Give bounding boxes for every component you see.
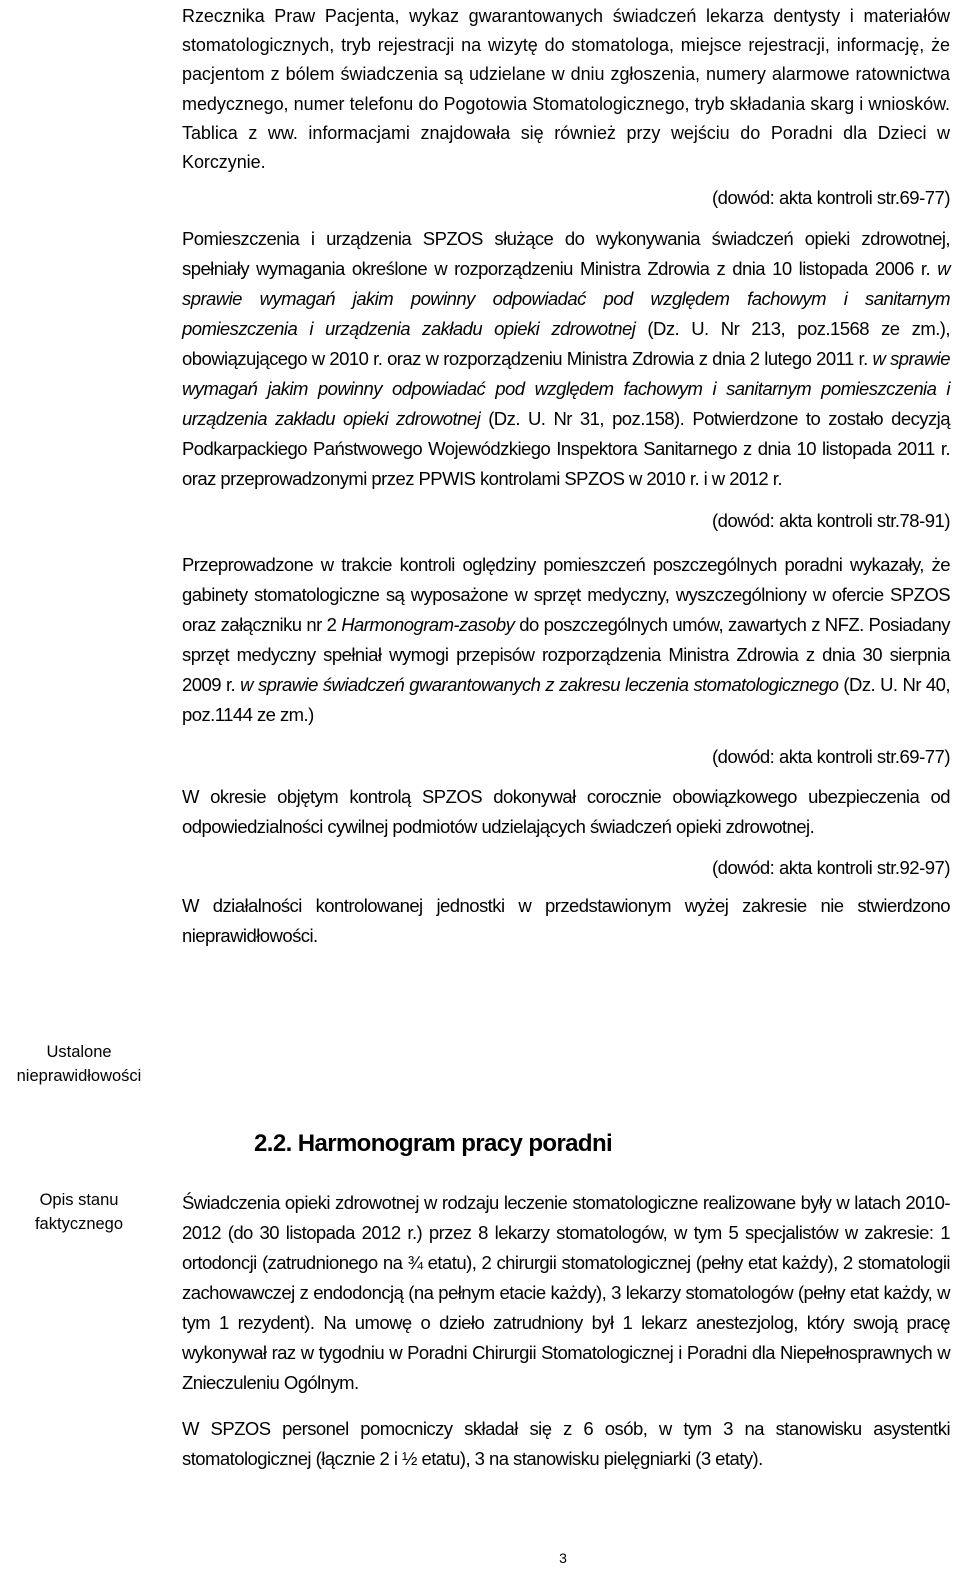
text-run: Przeprowadzone w trakcie kontroli oględziny pomieszczeń poszczególnych poradni wykazały, że gabinety stomatologiczne są wyposażone w sprzęt medyczny, wyszczególniony w ofercie SPZOS oraz załączniku nr 2	[182, 554, 950, 636]
section-heading	[254, 1130, 612, 1158]
margin-label-line: Opis stanu	[39, 1191, 119, 1209]
paragraph-staff-support: W SPZOS personel pomocniczy składał się z 6 osób, w tym 3 na stanowisku asystentki stomatologicznej (łącznie 2 i ½ etatu), 3 na stanowisku pielęgniarki (3 etaty).	[182, 1418, 950, 1469]
text-run: (Dz. U. Nr 31, poz.158). Potwierdzone to zostało decyzją Podkarpackiego Państwowego Wojewódzkiego Inspektora Sanitarnego z dnia 10 listopada 2011 r. oraz przeprowadzonymi przez PPWIS kontrolami SPZOS w 2010 r. i w 2012 r.	[182, 408, 950, 490]
regulation-title: w sprawie wymagań jakim powinny odpowiadać pod względem fachowym i sanitarnym pomieszczenia i urządzenia zakładu opieki zdrowotnej	[182, 348, 950, 430]
main-column-upper	[182, 2, 950, 951]
evidence-note: (dowód: akta kontroli str.92-97)	[712, 857, 950, 879]
evidence-note: (dowód: akta kontroli str.69-77)	[712, 187, 950, 209]
paragraph-inspection	[182, 550, 950, 730]
paragraph-staff-dentists: Świadczenia opieki zdrowotnej w rodzaju leczenie stomatologiczne realizowane były w latach 2010-2012 (do 30 listopada 2012 r.) przez 8 lekarzy stomatologów, w tym 5 specjalistów w zakresie: 1 ortodoncji (zatrudnionego na ¾ etatu), 2 chirurgii stomatologicznej (pełny etat każdy), 2 stomatologii zachowawczej z endodoncją (na pełnym etacie każdy), 3 lekarzy stomatologów (pełny etat każdy, w tym 1 rezydent). Na umowę o dzieło zatrudniony był 1 lekarz anestezjolog, który swoją pracę wykonywał raz w tygodniu w Poradni Chirurgii Stomatologicznej i Poradni dla Niepełnosprawnych w Znieczuleniu Ogólnym.	[182, 1192, 950, 1393]
margin-label-line: faktycznego	[34, 1215, 124, 1233]
main-column-lower	[182, 1188, 950, 1474]
text-run: (Dz. U. Nr 40, poz.1144 ze zm.)	[182, 674, 950, 726]
paragraph-intro: Rzecznika Praw Pacjenta, wykaz gwarantowanych świadczeń lekarza dentysty i materiałów stomatologicznych, tryb rejestracji na wizytę do stomatologa, miejsce rejestracji, informację, że pacjentom z bólem świadczenia są udzielane w dniu zgłoszenia, numery alarmowe ratownictwa medycznego, numer telefonu do Pogotowia Stomatologicznego, tryb składania skarg i wniosków. Tablica z ww. informacjami znajdowała się również przy wejściu do Poradni dla Dzieci w Korczynie.	[182, 6, 950, 173]
paragraph-insurance: W okresie objętym kontrolą SPZOS dokonywał corocznie obowiązkowego ubezpieczenia od odpowiedzialności cywilnej podmiotów udzielających świadczeń opieki zdrowotnej.	[182, 786, 950, 838]
attachment-title: Harmonogram-zasoby	[341, 614, 515, 636]
section-title: Harmonogram pracy poradni	[297, 1130, 613, 1157]
text-run: Pomieszczenia i urządzenia SPZOS służące do wykonywania świadczeń opieki zdrowotnej, spełniały wymagania określone w rozporządzeniu Ministra Zdrowia z dnia 10 listopada 2006 r.	[182, 228, 950, 280]
regulation-title: w sprawie wymagań jakim powinny odpowiadać pod względem fachowym i sanitarnym pomieszczenia i urządzenia zakładu opieki zdrowotnej	[182, 258, 950, 340]
paragraph-premises	[182, 224, 950, 494]
page-number: 3	[559, 1550, 567, 1566]
evidence-note: (dowód: akta kontroli str.78-91)	[712, 510, 950, 532]
margin-label-irregularities	[0, 1040, 158, 1088]
paragraph-no-irregularities: W działalności kontrolowanej jednostki w przedstawionym wyżej zakresie nie stwierdzono nieprawidłowości.	[182, 895, 950, 947]
text-run: do poszczególnych umów, zawartych z NFZ. Posiadany sprzęt medyczny spełniał wymogi przepisów rozporządzenia Ministra Zdrowia z dnia 30 sierpnia 2009 r.	[182, 614, 950, 696]
margin-label-facts	[0, 1188, 158, 1236]
section-number: 2.2.	[254, 1130, 292, 1157]
text-run: (Dz. U. Nr 213, poz.1568 ze zm.), obowiązującego w 2010 r. oraz w rozporządzeniu Ministra Zdrowia z dnia 2 lutego 2011 r.	[182, 318, 950, 370]
evidence-note: (dowód: akta kontroli str.69-77)	[712, 746, 950, 768]
regulation-title: w sprawie świadczeń gwarantowanych z zakresu leczenia stomatologicznego	[240, 674, 839, 696]
margin-label-line: nieprawidłowości	[16, 1067, 142, 1085]
margin-label-line: Ustalone	[46, 1043, 112, 1061]
